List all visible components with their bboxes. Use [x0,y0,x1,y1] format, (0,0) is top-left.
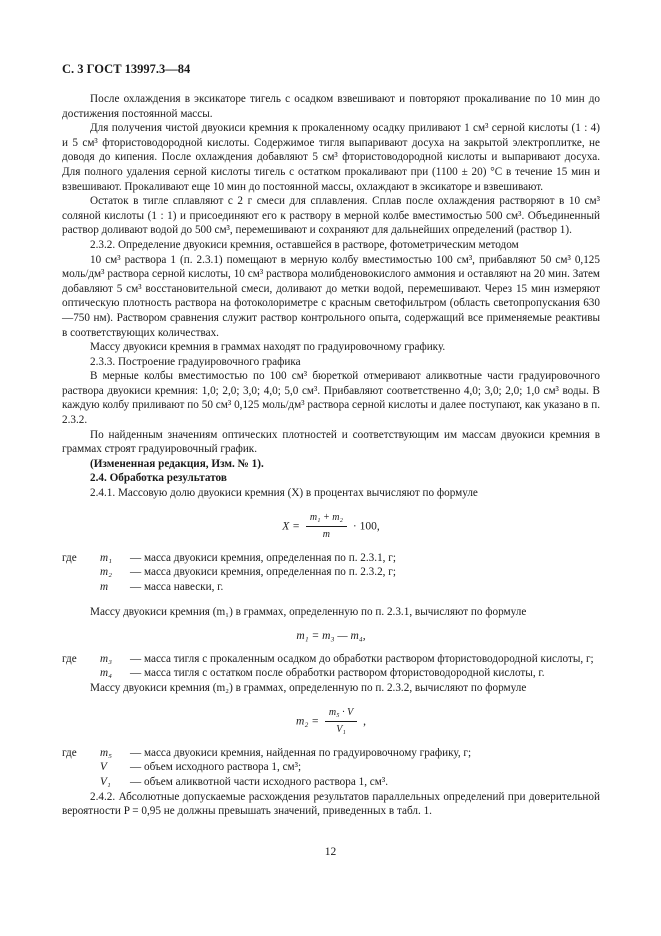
variable-list [62,746,600,790]
variable-row [62,775,600,790]
where-label [62,760,100,775]
variable-description: — масса двуокиси кремния, найденная по градуировочному графику, г; [130,746,472,759]
where-label [62,775,100,790]
variable-row [62,666,600,681]
fraction-numerator: m₅ · V [325,706,357,723]
variable-list [62,551,600,595]
section-heading: 2.3.3. Построение градуировочного графика [90,355,301,368]
paragraph: После охлаждения в эксикаторе тигель с осадком взвешивают и повторяют прокаливание по 10 мин до достижения постоянной массы. [62,93,600,120]
fraction-denominator: m [322,529,331,541]
page-header: С. 3 ГОСТ 13997.3—84 [62,62,191,76]
formula-lhs: m₂ = [296,715,319,728]
formula-rhs: , [363,715,366,728]
paragraph: Массу двуокиси кремния в граммах находят по градуировочному графику. [90,341,446,354]
paragraph: В мерные колбы вместимостью по 100 см³ бюреткой отмеривают аликвотные части градуировочного раствора двуокиси кремния: 1,0; 2,0; 3,0; 4,0; 5,0 см³. Прибавляют соответственно 4,0; 3,0; 2,0; 1,0 см³ воды. В каждую колбу приливают по 50 см³ 0,125 моль/дм³ раствора серной кислоты и далее поступают, как указано в п. 2.3.2. [62,370,600,427]
variable-description: — объем исходного раствора 1, см³; [130,761,302,774]
variable-description: — масса двуокиси кремния, определенная по п. 2.3.1, г; [130,551,396,564]
paragraph: Массу двуокиси кремния (m₁) в граммах, определенную по п. 2.3.1, вычисляют по формуле [90,605,527,618]
formula-x [62,511,600,543]
fraction [306,511,347,543]
variable-description: — масса двуокиси кремния, определенная по п. 2.3.2, г; [130,566,396,579]
formula-m1 [62,629,600,644]
paragraph: 2.4.1. Массовую долю двуокиси кремния (X) в процентах вычисляют по формуле [90,487,478,500]
variable-symbol: m₅ [100,746,112,759]
document-body [62,92,600,819]
variable-row [62,565,600,580]
paragraph: 2.4.2. Абсолютные допускаемые расхождения результатов параллельных определений при доверительной вероятности P = 0,95 не должны превышать значений, приведенных в табл. 1. [62,790,600,818]
amendment-note: (Измененная редакция, Изм. № 1). [90,457,264,470]
variable-row [62,746,600,761]
where-label [62,666,100,681]
where-label: где [62,551,77,564]
where-label [62,580,100,595]
formula-m2 [62,706,600,738]
formula-rhs: · 100, [352,520,380,533]
variable-symbol: m₃ [100,652,112,665]
variable-row [62,652,600,667]
paragraph: Остаток в тигле сплавляют с 2 г смеси для сплавления. Сплав после охлаждения растворяют в 10 см³ соляной кислоты (1 : 1) и присоединяют его к раствору в мерной колбе вместимостью 500 см³. Объединенный раствор доливают водой до 500 см³, перемешивают и сохраняют для дальнейших определений (раствор 1). [62,195,600,237]
variable-symbol: m₁ [100,551,112,564]
fraction-numerator: m₁ + m₂ [306,511,347,528]
paragraph: По найденным значениям оптических плотностей и соответствующим им массам двуокиси кремния в граммах строят градуировочный график. [62,428,600,456]
where-label [62,565,100,580]
variable-row [62,760,600,775]
variable-description: — объем аликвотной части исходного раствора 1, см³. [130,775,388,788]
paragraph: 10 см³ раствора 1 (п. 2.3.1) помещают в мерную колбу вместимостью 100 см³, прибавляют 50 см³ 0,125 моль/дм³ раствора серной кислоты, 10 см³ раствора молибденовокислого аммония и оставляют на 20 мин. Затем добавляют 5 см³ восстановительной смеси, доливают до метки водой, перемешивают. Через 15 мин измеряют оптическую плотность раствора на фотоколориметре с красным светофильтром (область светопропускания 630—750 нм). Раствором сравнения служит раствор контрольного опыта, содержащий все применяемые реактивы в соответствующих количествах. [62,253,600,339]
paragraph: Массу двуокиси кремния (m₂) в граммах, определенную по п. 2.3.2, вычисляют по формуле [90,681,527,694]
variable-symbol: V [100,761,107,774]
variable-description: — масса тигля с прокаленным осадком до обработки раствором фтористоводородной кислоты, г; [130,652,594,665]
fraction-denominator: V₁ [336,724,346,736]
variable-description: — масса тигля с остатком после обработки раствором фтористоводородной кислоты, г. [130,667,545,680]
formula-lhs: X = [282,520,300,533]
variable-symbol: V₁ [100,775,111,788]
formula-text: m₁ = m₃ — m₄, [296,630,366,643]
where-label: где [62,652,77,665]
variable-list [62,652,600,681]
section-heading: 2.3.2. Определение двуокиси кремния, оставшейся в растворе, фотометрическим методом [90,238,519,251]
fraction [325,706,357,738]
variable-symbol: m₄ [100,667,112,680]
variable-description: — масса навески, г. [130,581,224,593]
variable-row [62,580,600,595]
variable-symbol: m [100,581,109,593]
page-number: 12 [324,846,337,858]
paragraph: Для получения чистой двуокиси кремния к прокаленному осадку приливают 1 см³ серной кислоты (1 : 4) и 5 см³ фтористоводородной кислоты. Содержимое тигля выпаривают досуха на закрытой электроплитке, не доводя до кипения. После охлаждения добавляют 5 см³ фтористоводородной кислоты и выпаривают досуха. Для полного удаления серной кислоты тигель с остатком прокаливают при (1100 ± 20) °С в течение 15 мин и взвешивают. Прокаливают еще 10 мин до постоянной массы, охлаждают в эксикаторе и взвешивают. [62,122,600,193]
where-label: где [62,746,77,759]
section-heading: 2.4. Обработка результатов [90,472,227,485]
variable-symbol: m₂ [100,566,112,579]
variable-row [62,551,600,566]
